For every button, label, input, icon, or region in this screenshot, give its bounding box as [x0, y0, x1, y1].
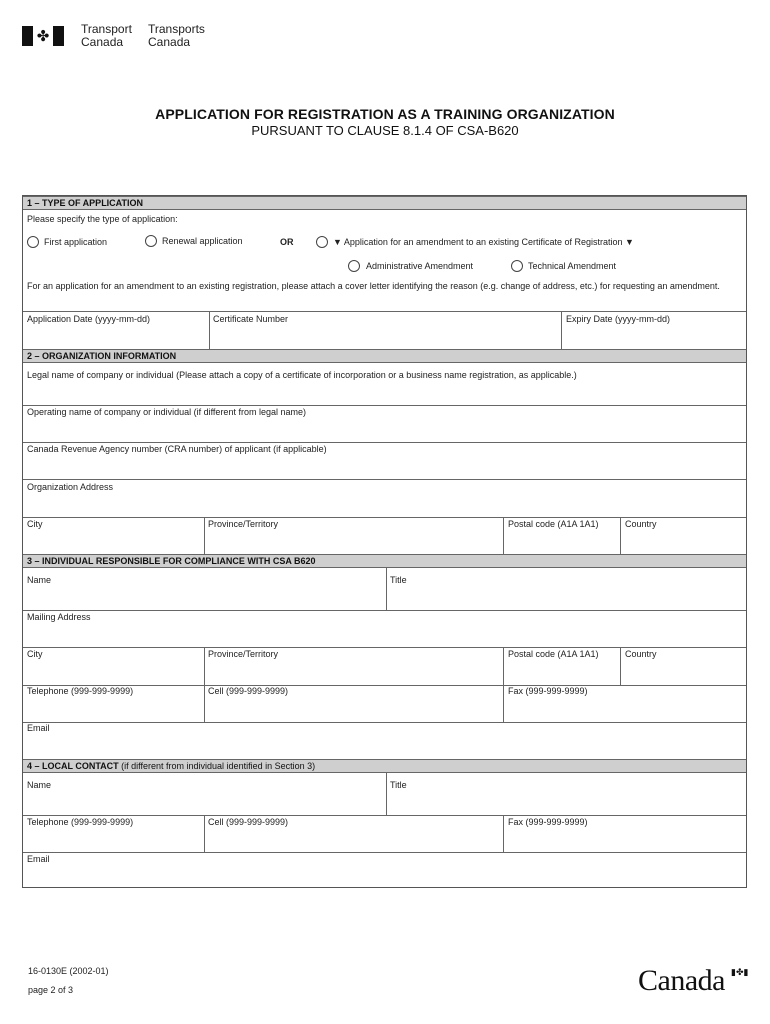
wordmark-flag-icon: ▮✤▮: [731, 967, 749, 977]
first-application-label: First application: [44, 237, 108, 247]
cra-number-label: Canada Revenue Agency number (CRA number) of applicant (if applicable): [27, 444, 327, 454]
amendment-note: For an application for an amendment to an existing registration, please attach a cover letter identifying the reason (e.g. change of address, etc.) for requesting an amendment.: [27, 281, 720, 291]
divider: [620, 647, 621, 685]
renewal-application-radio[interactable]: [145, 235, 157, 247]
divider: [620, 517, 621, 554]
responsible-cell-label: Cell (999-999-9999): [208, 686, 289, 696]
local-contact-email-label: Email: [27, 854, 50, 864]
page-subtitle: PURSUANT TO CLAUSE 8.1.4 OF CSA-B620: [251, 123, 519, 138]
application-date-label: Application Date (yyyy-mm-dd): [27, 314, 151, 324]
responsible-telephone-label: Telephone (999-999-9999): [27, 686, 134, 696]
dept-fr-line2: Canada: [148, 35, 191, 49]
org-country-label: Country: [625, 519, 657, 529]
or-label: OR: [280, 237, 294, 247]
section-2-title: 2 – ORGANIZATION INFORMATION: [27, 351, 177, 361]
responsible-country-label: Country: [625, 649, 657, 659]
amendment-radio[interactable]: [316, 236, 328, 248]
divider: [23, 722, 746, 723]
org-city-label: City: [27, 519, 43, 529]
technical-amendment-label: Technical Amendment: [528, 261, 617, 271]
responsible-fax-label: Fax (999-999-9999): [508, 686, 588, 696]
operating-name-label: Operating name of company or individual (if different from legal name): [27, 407, 306, 417]
divider: [204, 517, 205, 554]
responsible-postal-code-label: Postal code (A1A 1A1): [508, 649, 599, 659]
org-postal-code-label: Postal code (A1A 1A1): [508, 519, 599, 529]
dept-fr-line1: Transports: [148, 22, 205, 36]
organization-address-label: Organization Address: [27, 482, 114, 492]
responsible-province-label: Province/Territory: [208, 649, 279, 659]
divider: [23, 311, 746, 312]
section-4-title: 4 – LOCAL CONTACT: [27, 761, 119, 771]
divider: [23, 815, 746, 816]
divider: [503, 517, 504, 554]
section-3-title: 3 – INDIVIDUAL RESPONSIBLE FOR COMPLIANCE WITH CSA B620: [27, 556, 316, 566]
page-title: APPLICATION FOR REGISTRATION AS A TRAINING ORGANIZATION: [155, 106, 615, 122]
responsible-title-label: Title: [390, 575, 407, 585]
technical-amendment-radio[interactable]: [511, 260, 523, 272]
canada-wordmark: Canada: [638, 964, 725, 997]
dept-en-line1: Transport: [81, 22, 132, 36]
section-4-subtitle: (if different from individual identified in Section 3): [118, 761, 316, 771]
dept-name-fr: [148, 23, 205, 49]
section-4-header: [23, 759, 746, 773]
section-3-header: [23, 554, 746, 568]
divider: [23, 852, 746, 853]
local-contact-telephone-label: Telephone (999-999-9999): [27, 817, 134, 827]
amendment-label: ▼ Application for an amendment to an existing Certificate of Registration ▼: [333, 237, 634, 247]
flag-bar-right: [53, 26, 64, 46]
dept-en-line2: Canada: [81, 35, 124, 49]
divider: [503, 815, 504, 852]
expiry-date-label: Expiry Date (yyyy-mm-dd): [566, 314, 671, 324]
responsible-name-label: Name: [27, 575, 52, 585]
divider: [386, 568, 387, 610]
administrative-amendment-label: Administrative Amendment: [366, 261, 474, 271]
dept-name-en: [81, 23, 132, 49]
local-contact-cell-label: Cell (999-999-9999): [208, 817, 289, 827]
section-1-title: 1 – TYPE OF APPLICATION: [27, 198, 144, 208]
divider: [386, 773, 387, 815]
type-prompt: Please specify the type of application:: [27, 214, 178, 224]
divider: [23, 442, 746, 443]
form-number: 16-0130E (2002-01): [28, 966, 109, 976]
flag-bar-left: [22, 26, 33, 46]
local-contact-title-label: Title: [390, 780, 407, 790]
divider: [23, 405, 746, 406]
section-2-header: [23, 349, 746, 363]
maple-leaf-icon: ✤: [36, 27, 50, 45]
canada-flag-icon: [22, 26, 64, 46]
renewal-application-label: Renewal application: [162, 236, 243, 246]
responsible-email-label: Email: [27, 723, 50, 733]
certificate-number-label: Certificate Number: [213, 314, 289, 324]
responsible-city-label: City: [27, 649, 43, 659]
divider: [23, 647, 746, 648]
org-province-label: Province/Territory: [208, 519, 279, 529]
divider: [561, 311, 562, 349]
mailing-address-label: Mailing Address: [27, 612, 91, 622]
divider: [209, 311, 210, 349]
section-1-header: [23, 196, 746, 210]
page-number: page 2 of 3: [28, 985, 74, 995]
divider: [23, 479, 746, 480]
local-contact-fax-label: Fax (999-999-9999): [508, 817, 588, 827]
legal-name-label: Legal name of company or individual (Please attach a copy of a certificate of incorporation or a business name registration, as applicable.): [27, 370, 577, 380]
first-application-radio[interactable]: [27, 236, 39, 248]
application-form: [22, 195, 747, 888]
administrative-amendment-radio[interactable]: [348, 260, 360, 272]
divider: [23, 517, 746, 518]
divider: [23, 610, 746, 611]
local-contact-name-label: Name: [27, 780, 52, 790]
divider: [204, 815, 205, 852]
